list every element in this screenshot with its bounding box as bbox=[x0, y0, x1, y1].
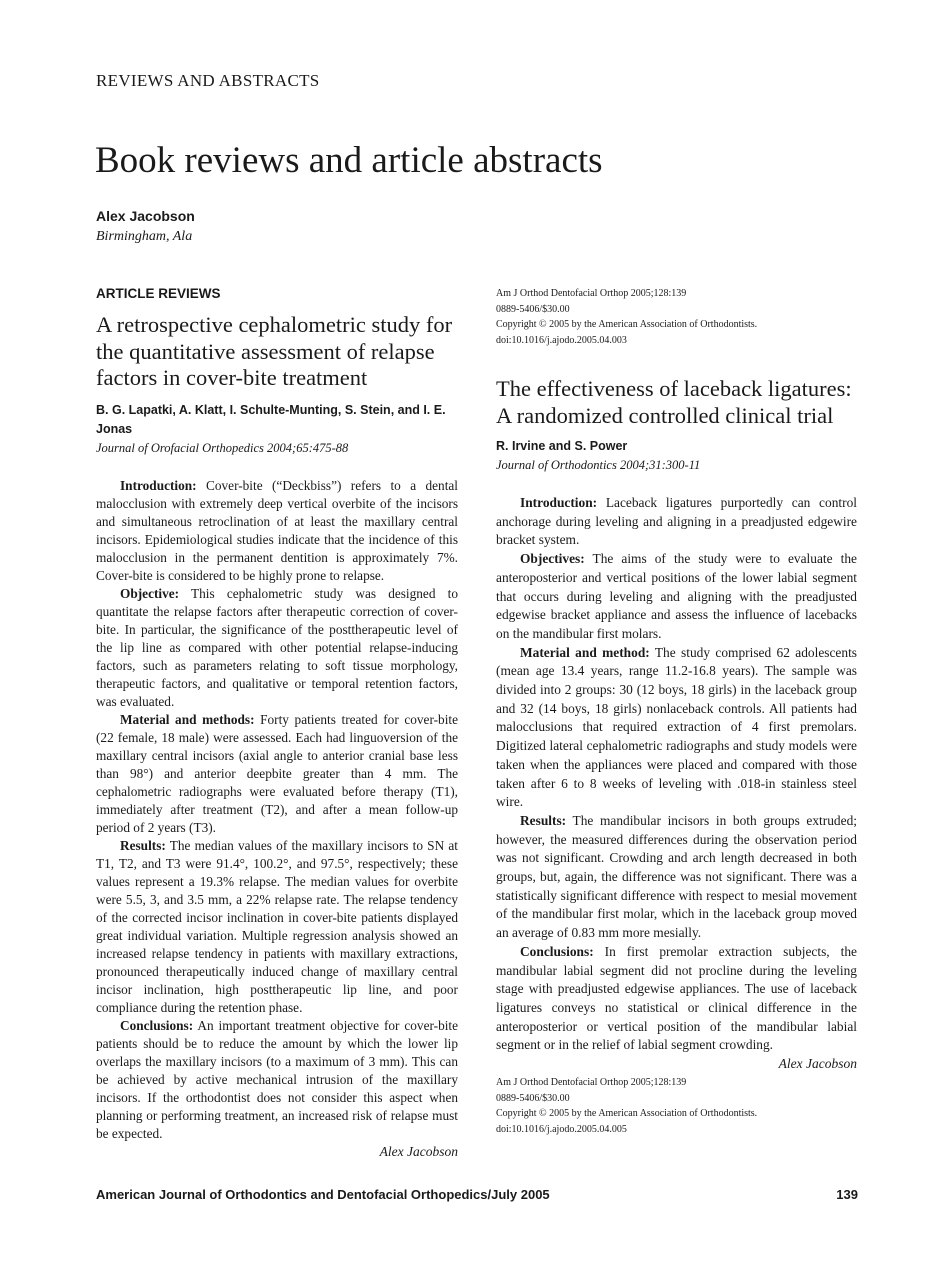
meta-line: 0889-5406/$30.00 bbox=[496, 1092, 570, 1104]
page-number: 139 bbox=[836, 1187, 858, 1202]
section-text: In first premolar extraction subjects, the mandibular labial segment did not procline during the leveling stage with preadjusted edgewise appliances. The use of laceback ligatures conveys no statistical or clinical difference in the anteroposterior or vertical position of the mandibular labial segment or in the relief of labial segment crowding. bbox=[496, 943, 857, 1053]
article-title: The effectiveness of laceback ligatures: A randomized controlled clinical trial bbox=[496, 376, 852, 428]
results-paragraph bbox=[96, 837, 458, 1017]
journal-citation: Journal of Orthodontics 2004;31:300-11 bbox=[496, 458, 701, 472]
author-affiliation: Birmingham, Ala bbox=[96, 229, 193, 244]
section-heading: Introduction: bbox=[120, 477, 197, 493]
objective-paragraph bbox=[96, 585, 458, 711]
meta-line: Am J Orthod Dentofacial Orthop 2005;128:139 bbox=[496, 1077, 687, 1089]
article-meta-bottom bbox=[496, 1075, 857, 1137]
section-heading: Conclusions: bbox=[520, 943, 594, 959]
section-label: REVIEWS AND ABSTRACTS bbox=[96, 71, 320, 90]
methods-paragraph bbox=[96, 711, 458, 837]
article-body bbox=[96, 477, 458, 1143]
conclusions-paragraph bbox=[496, 943, 857, 1055]
category-label: ARTICLE REVIEWS bbox=[96, 286, 221, 301]
meta-line: Copyright © 2005 by the American Association of Orthodontists. bbox=[496, 319, 758, 330]
intro-paragraph bbox=[96, 477, 458, 585]
page-footer bbox=[96, 1187, 858, 1202]
section-heading: Results: bbox=[120, 837, 166, 853]
journal-citation: Journal of Orofacial Orthopedics 2004;65:475-88 bbox=[96, 440, 349, 455]
left-column bbox=[96, 286, 458, 1161]
intro-paragraph bbox=[496, 494, 857, 550]
section-text: The median values of the maxillary incisors to SN at T1, T2, and T3 were 91.4°, 100.2°, and 97.5°, respectively; these values represent a 19.3% relapse. The median values for overbite were 5.5, 3, and 3.5 mm, a 22% relapse rate. The relapse tendency of the corrected incisor inclination in cover-bite patients displayed great individual variation. Multiple regression analysis showed an increased relapse tendency in patients with maxillary extractions, pronounced therapeutically induced change of maxillary central incisor inclination, high posttherapeutic lip line, and poor compliance during the retention phase. bbox=[96, 837, 458, 1015]
page-title: Book reviews and article abstracts bbox=[95, 140, 603, 181]
article-title: A retrospective cephalometric study for the quantitative assessment of relapse factors in cover-bite treatment bbox=[96, 312, 453, 390]
section-text: The study comprised 62 adolescents (mean age 13.4 years, range 11.2-16.8 years). The sample was divided into 2 groups: 30 (12 boys, 18 girls) in the laceback group and 32 (14 boys, 18 girls) nonlaceback controls. All patients had malocclusions that required extraction of 4 first premolars. Digitized lateral cephalometric radiographs and study models were taken when the appliances were placed and compared with those taken after 6 to 8 weeks of leveling with .018-in stainless steel wire. bbox=[496, 644, 858, 810]
meta-line: Am J Orthod Dentofacial Orthop 2005;128:139 bbox=[496, 288, 687, 299]
methods-paragraph bbox=[496, 644, 857, 812]
section-text: Cover-bite (“Deckbiss”) refers to a dental malocclusion with extremely deep vertical overbite of the incisors and simultaneous retroclination of at least the maxillary central incisors. Epidemiological studies indicate that the incidence of this malocclusion in the permanent dentition is approximately 7%. Cover-bite is considered to be highly prone to relapse. bbox=[96, 477, 458, 583]
section-text: The aims of the study were to evaluate the anteroposterior and vertical positions of the lower labial segment that occurs during leveling and aligning with the preadjusted edgewise bracket appliance and assess the influence of lacebacks on the mandibular first molars. bbox=[496, 551, 857, 641]
section-text: The mandibular incisors in both groups extruded; however, the measured differences during the observation period was not significant. Crowding and arch length decreased in both groups, but, again, the difference was not significant. There was a statistically significant difference with respect to mesial movement of the mandibular first molar, which in the laceback group moved an average of 0.83 mm more mesially. bbox=[496, 812, 857, 941]
article-authors: R. Irvine and S. Power bbox=[496, 439, 628, 453]
section-heading: Conclusions: bbox=[120, 1017, 194, 1033]
article-body bbox=[496, 494, 857, 1055]
meta-line: doi:10.1016/j.ajodo.2005.04.005 bbox=[496, 1123, 627, 1135]
section-heading: Objectives: bbox=[520, 551, 585, 567]
section-text: Forty patients treated for cover-bite (22 female, 18 male) were assessed. Each had linguoversion of the maxillary central incisors (axial angle to anterior cranial base less than 98°) and anterior deepbite greater than 4 mm. The cephalometric radiographs were evaluated before therapy (T1), immediately after treatment (T2), and after a mean follow-up period of 2 years (T3). bbox=[96, 711, 458, 835]
footer-journal: American Journal of Orthodontics and Dentofacial Orthopedics/July 2005 bbox=[96, 1187, 550, 1202]
article-meta-top bbox=[496, 286, 857, 348]
results-paragraph bbox=[496, 812, 857, 943]
meta-line: Copyright © 2005 by the American Association of Orthodontists. bbox=[496, 1108, 758, 1120]
section-text: This cephalometric study was designed to quantitate the relapse factors after therapeutic correction of cover-bite. In particular, the significance of the posttherapeutic level of the lip line as compared with other potential relapse-inducing factors, such as parameters relating to soft tissue morphology, therapeutic factors, and qualitative or temporal retention factors, was evaluated. bbox=[96, 585, 458, 709]
section-heading: Objective: bbox=[120, 585, 180, 601]
objectives-paragraph bbox=[496, 550, 857, 644]
reviewer-signature: Alex Jacobson bbox=[778, 1056, 857, 1072]
article-authors: B. G. Lapatki, A. Klatt, I. Schulte-Munting, S. Stein, and I. E. Jonas bbox=[96, 402, 446, 436]
conclusions-paragraph bbox=[96, 1017, 458, 1143]
section-heading: Material and methods: bbox=[120, 711, 255, 727]
right-column bbox=[496, 286, 857, 1137]
section-text: Laceback ligatures purportedly can control anchorage during leveling and aligning in a preadjusted edgewire bracket system. bbox=[496, 495, 857, 548]
section-heading: Results: bbox=[520, 812, 567, 828]
section-heading: Introduction: bbox=[520, 495, 598, 510]
reviewer-signature: Alex Jacobson bbox=[379, 1143, 458, 1159]
meta-line: 0889-5406/$30.00 bbox=[496, 303, 570, 315]
meta-line: doi:10.1016/j.ajodo.2005.04.003 bbox=[496, 334, 627, 346]
section-heading: Material and method: bbox=[520, 644, 650, 660]
author-name: Alex Jacobson bbox=[96, 208, 195, 224]
section-text: An important treatment objective for cover-bite patients should be to reduce the amount by which the lower lip overlaps the maxillary incisors (to a maximum of 3 mm). This can be achieved by active mechanical intrusion of the maxillary incisors. If the orthodontist does not consider this aspect when planning or performing treatment, an increased risk of relapse must be expected. bbox=[96, 1017, 459, 1141]
